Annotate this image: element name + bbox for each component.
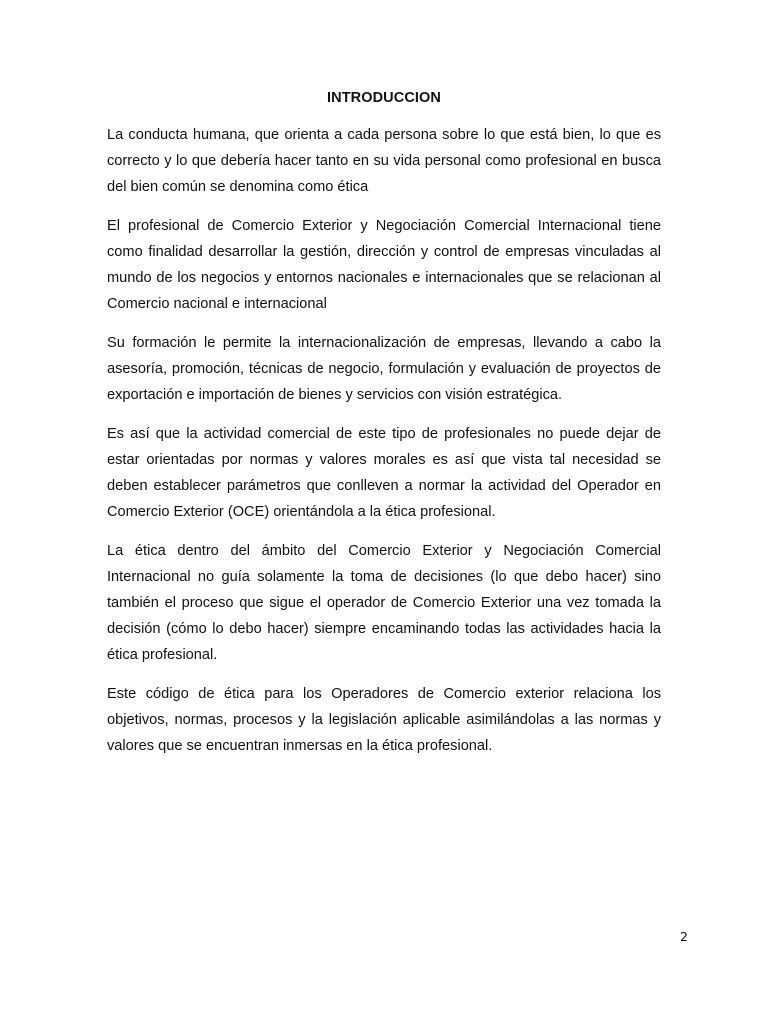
page-number: 2 <box>680 929 688 944</box>
document-title: INTRODUCCION <box>327 90 441 106</box>
paragraph-2: El profesional de Comercio Exterior y Negociación Comercial Internacional tiene como finalidad desarrollar la gestión, dirección y control de empresas vinculadas al mundo de los negocios y entornos nacionales e internacionales que se relacionan al Comercio nacional e internacional <box>107 218 661 312</box>
paragraph-3: Su formación le permite la internacionalización de empresas, llevando a cabo la asesoría, promoción, técnicas de negocio, formulación y evaluación de proyectos de exportación e importación de bienes y servicios con visión estratégica. <box>107 335 661 403</box>
paragraph-1: La conducta humana, que orienta a cada persona sobre lo que está bien, lo que es correcto y lo que debería hacer tanto en su vida personal como profesional en busca del bien común se denomina como ética <box>107 127 661 195</box>
paragraph-6: Este código de ética para los Operadores de Comercio exterior relaciona los objetivos, normas, procesos y la legislación aplicable asimilándolas a las normas y valores que se encuentran inmersas en la ética profesional. <box>107 686 661 754</box>
paragraph-5: La ética dentro del ámbito del Comercio Exterior y Negociación Comercial Internacional no guía solamente la toma de decisiones (lo que debo hacer) sino también el proceso que sigue el operador de Comercio Exterior una vez tomada la decisión (cómo lo debo hacer) siempre encaminando todas las actividades hacia la ética profesional. <box>107 543 661 663</box>
paragraph-4: Es así que la actividad comercial de este tipo de profesionales no puede dejar de estar orientadas por normas y valores morales es así que vista tal necesidad se deben establecer parámetros que conlleven a normar la actividad del Operador en Comercio Exterior (OCE) orientándola a la ética profesional. <box>107 426 661 520</box>
document-body <box>107 122 661 772</box>
